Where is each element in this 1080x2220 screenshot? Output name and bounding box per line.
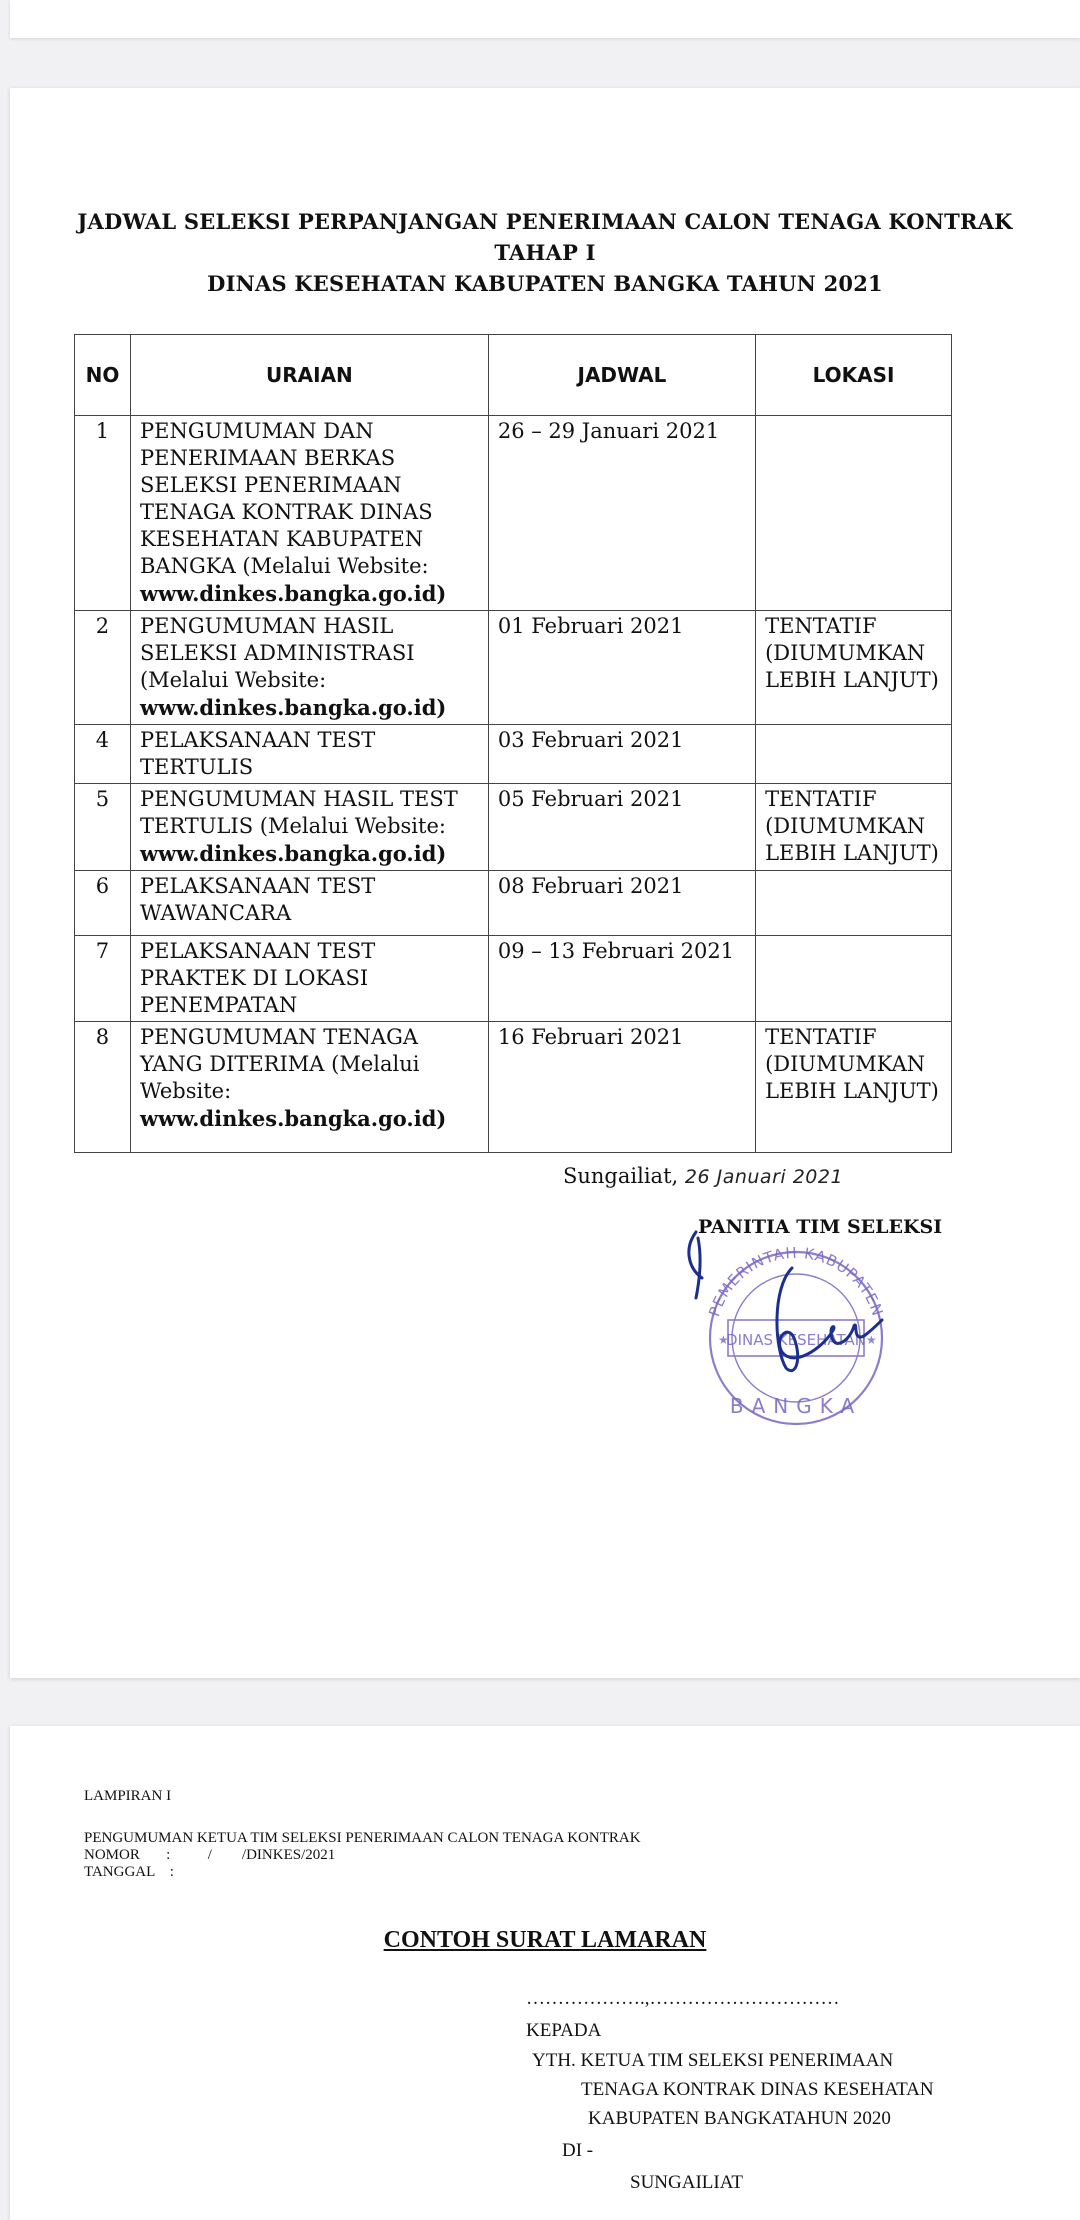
lampiran-label: LAMPIRAN I	[84, 1788, 172, 1804]
document-page-1	[10, 88, 1080, 1678]
table-row	[75, 611, 952, 725]
committee-title: PANITIA TIM SELEKSI	[698, 1216, 943, 1238]
kepada-line: KEPADA	[526, 2020, 602, 2041]
website-link: www.dinkes.bangka.go.id)	[139, 581, 447, 606]
cell-lokasi: TENTATIF (DIUMUMKAN LEBIH LANJUT)	[756, 784, 952, 871]
table-row	[75, 936, 952, 1022]
website-link: www.dinkes.bangka.go.id)	[139, 695, 447, 720]
uraian-text: PENGUMUMAN HASIL SELEKSI ADMINISTRASI (Melalui Website:	[139, 614, 415, 692]
uraian-text: PENGUMUMAN TENAGA YANG DITERIMA (Melalui Website:	[139, 1025, 420, 1103]
stamp-star-right: ★	[866, 1333, 877, 1347]
cell-jadwal: 05 Februari 2021	[488, 784, 755, 871]
cell-uraian: PELAKSANAAN TEST TERTULIS	[130, 725, 488, 784]
title-line-2: TAHAP I	[494, 240, 596, 265]
website-link: www.dinkes.bangka.go.id)	[139, 1106, 447, 1131]
cell-no: 8	[75, 1022, 131, 1153]
cell-no: 2	[75, 611, 131, 725]
tanggal-line: TANGGAL :	[84, 1864, 174, 1880]
official-stamp	[682, 1228, 912, 1428]
stamp-center-text: DINAS KESEHATAN	[726, 1331, 866, 1349]
recipient-line-2: TENAGA KONTRAK DINAS KESEHATAN	[581, 2079, 934, 2100]
cell-lokasi	[756, 936, 952, 1022]
stamp-bottom-text: BANGKA	[729, 1394, 863, 1418]
title-line-1: JADWAL SELEKSI PERPANJANGAN PENERIMAAN CALON TENAGA KONTRAK	[77, 209, 1013, 234]
document-title	[10, 206, 1080, 299]
cell-no: 6	[75, 871, 131, 936]
city-line: SUNGAILIAT	[630, 2172, 743, 2193]
table-row	[75, 725, 952, 784]
header-no: NO	[75, 335, 131, 416]
cell-jadwal: 16 Februari 2021	[488, 1022, 755, 1153]
handwritten-date: 26 Januari 2021	[684, 1166, 844, 1188]
di-line: DI -	[562, 2140, 594, 2161]
cell-no: 7	[75, 936, 131, 1022]
cell-lokasi	[756, 416, 952, 611]
cell-jadwal: 26 – 29 Januari 2021	[488, 416, 755, 611]
previous-page-strip	[10, 0, 1080, 38]
cell-uraian	[130, 416, 488, 611]
table-row	[75, 784, 952, 871]
cell-lokasi	[756, 871, 952, 936]
place-date	[563, 1164, 843, 1188]
cell-no: 1	[75, 416, 131, 611]
table-row	[75, 416, 952, 611]
stamp-top-text: PEMERINTAH KABUPATEN	[705, 1243, 887, 1319]
cell-jadwal: 08 Februari 2021	[488, 871, 755, 936]
nomor-line: NOMOR : / /DINKES/2021	[84, 1847, 336, 1863]
sample-letter-title: CONTOH SURAT LAMARAN	[383, 1927, 707, 1953]
header-lokasi: LOKASI	[756, 335, 952, 416]
cell-jadwal: 03 Februari 2021	[488, 725, 755, 784]
recipient-line-1: YTH. KETUA TIM SELEKSI PENERIMAAN	[532, 2050, 894, 2071]
cell-uraian	[130, 611, 488, 725]
cell-uraian	[130, 784, 488, 871]
table-row	[75, 871, 952, 936]
cell-lokasi	[756, 725, 952, 784]
uraian-text: PENGUMUMAN HASIL TEST TERTULIS (Melalui Website:	[139, 787, 458, 838]
recipient-line-3: KABUPATEN BANGKATAHUN 2020	[588, 2108, 891, 2129]
header-jadwal: JADWAL	[488, 335, 755, 416]
cell-lokasi: TENTATIF (DIUMUMKAN LEBIH LANJUT)	[756, 1022, 952, 1153]
cell-uraian	[130, 1022, 488, 1153]
document-page-2	[10, 1726, 1080, 2220]
table-row	[75, 1022, 952, 1153]
cell-uraian: PELAKSANAAN TEST PRAKTEK DI LOKASI PENEMPATAN	[130, 936, 488, 1022]
place-name: Sungailiat,	[563, 1164, 679, 1188]
header-uraian: URAIAN	[130, 335, 488, 416]
announcement-line: PENGUMUMAN KETUA TIM SELEKSI PENERIMAAN CALON TENAGA KONTRAK	[84, 1830, 641, 1846]
stamp-star-left: ★	[718, 1333, 729, 1347]
place-date-dots: ……………….,…………………………	[526, 1988, 840, 2009]
uraian-text: PENGUMUMAN DAN PENERIMAAN BERKAS SELEKSI PENERIMAAN TENAGA KONTRAK DINAS KESEHATAN KABUPATEN BANGKA (Melalui Website:	[139, 419, 433, 578]
cell-no: 5	[75, 784, 131, 871]
cell-uraian: PELAKSANAAN TEST WAWANCARA	[130, 871, 488, 936]
schedule-table	[74, 334, 952, 1153]
table-header-row	[75, 335, 952, 416]
website-link: www.dinkes.bangka.go.id)	[139, 841, 447, 866]
cell-jadwal: 09 – 13 Februari 2021	[488, 936, 755, 1022]
cell-no: 4	[75, 725, 131, 784]
cell-lokasi: TENTATIF (DIUMUMKAN LEBIH LANJUT)	[756, 611, 952, 725]
cell-jadwal: 01 Februari 2021	[488, 611, 755, 725]
title-line-3: DINAS KESEHATAN KABUPATEN BANGKA TAHUN 2021	[207, 271, 883, 296]
